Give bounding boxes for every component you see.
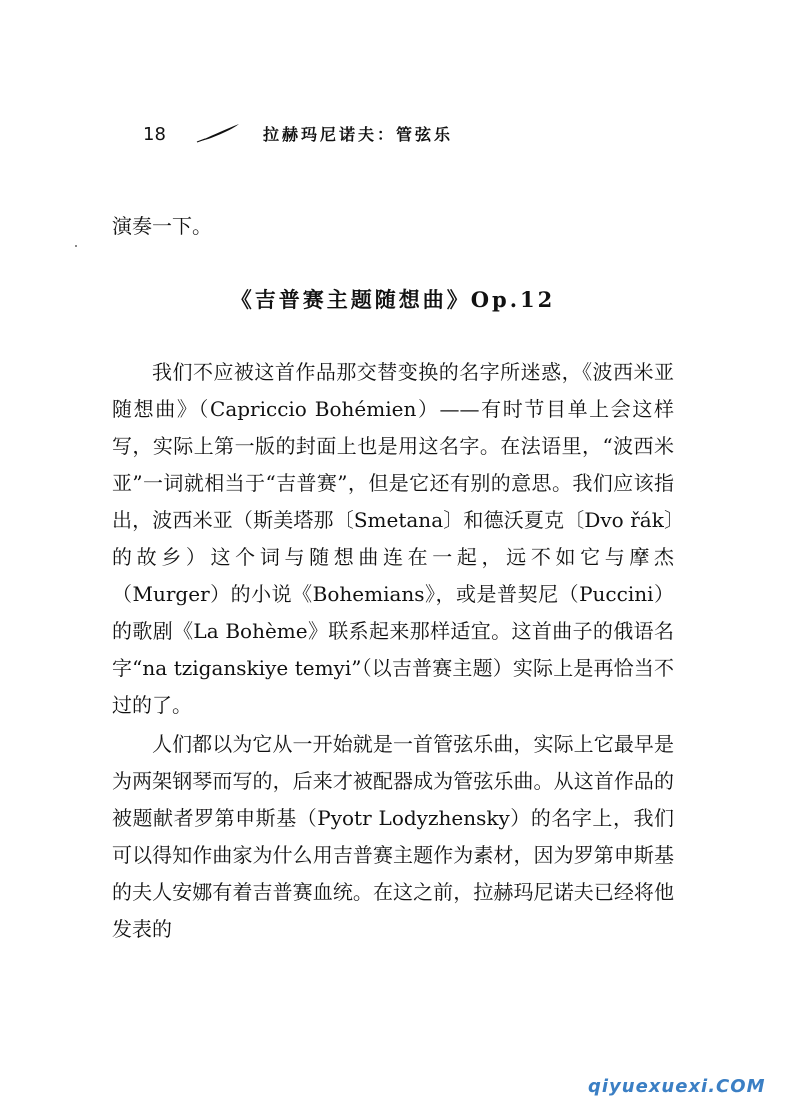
quill-pen-icon [195, 122, 241, 144]
running-title: 拉赫玛尼诺夫：管弦乐 [263, 125, 454, 144]
paragraph-2: 人们都以为它从一开始就是一首管弦乐曲，实际上它最早是为两架钢琴而写的，后来才被配器成为管弦乐曲。从这首作品的被题献者罗第申斯基（Pyotr Lodyzhensky）的名字上，我们可以得知作曲家为什么用吉普赛主题作为素材，因为罗第申斯基的夫人安娜有着吉普赛血统。在这之前，拉赫玛尼诺夫已经将他发表的 [112, 732, 674, 941]
section-title: 《吉普赛主题随想曲》Op.12 [230, 287, 556, 312]
site-watermark: qiyuexuexi.COM [588, 1076, 766, 1097]
margin-mark [75, 245, 77, 247]
paragraph-1: 我们不应被这首作品那交替变换的名字所迷惑，《波西米亚随想曲》（Capriccio Bohémien）——有时节目单上会这样写，实际上第一版的封面上也是用这名字。在法语里，“波西米亚”一词就相当于“吉普赛”，但是它还有别的意思。我们应该指出，波西米亚（斯美塔那〔Smetana〕和德沃夏克〔Dvo řák〕的故乡）这个词与随想曲连在一起，远不如它与摩杰（Murger）的小说《Bohemians》，或是普契尼（Puccini）的歌剧《La Bohème》联系起来那样适宜。这首曲子的俄语名字“na tziganskiye temyi”（以吉普赛主题）实际上是再恰当不过的了。 [112, 360, 674, 717]
page-header [143, 122, 663, 152]
page-body [112, 208, 674, 950]
continued-text: 演奏一下。 [112, 214, 212, 238]
page-number: 18 [143, 124, 166, 145]
